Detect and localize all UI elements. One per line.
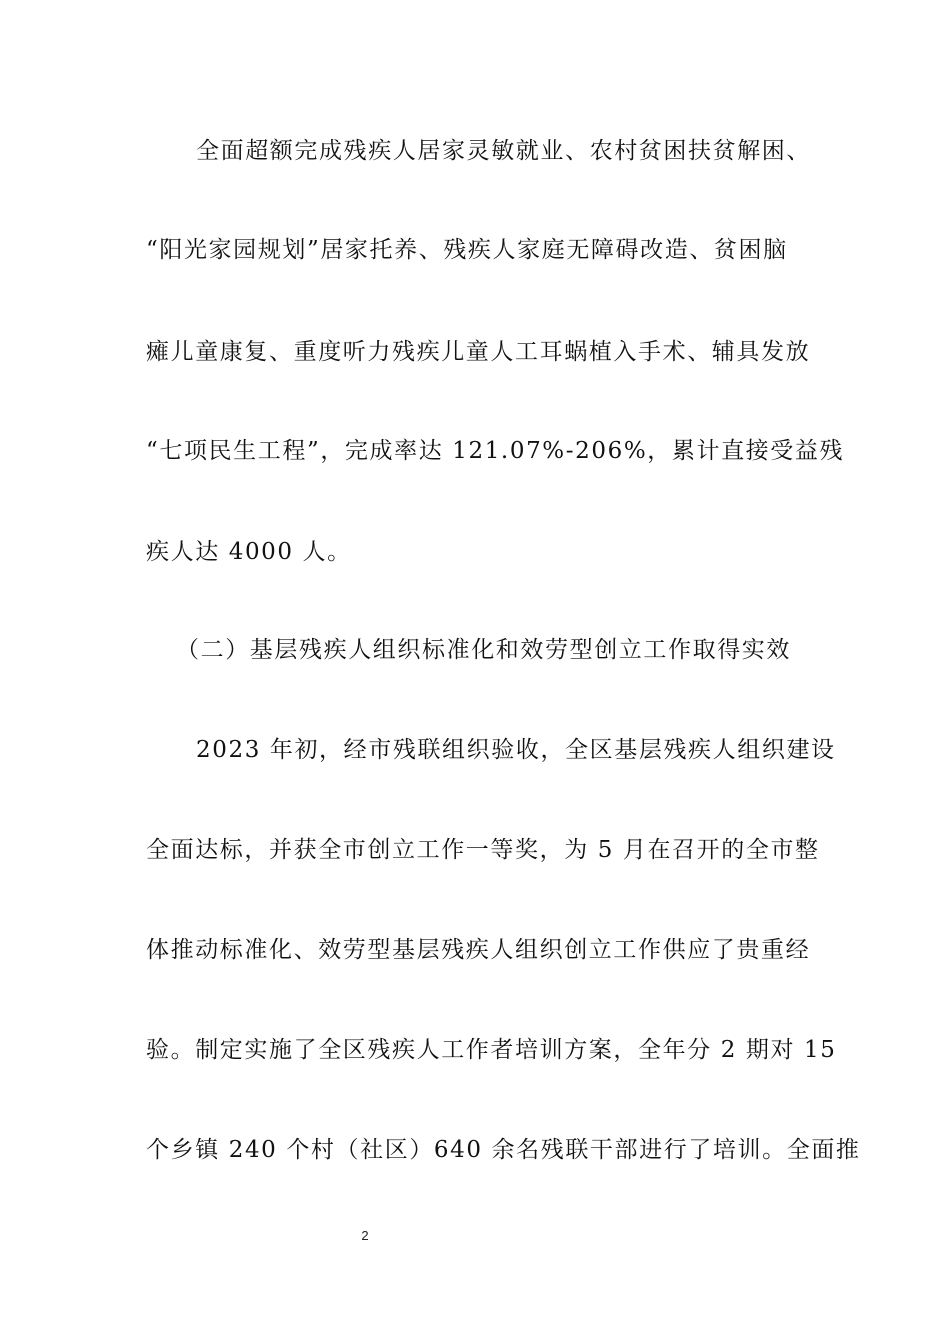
paragraph-2-line-3: 体推动标准化、效劳型基层残疾人组织创立工作供应了贵重经 xyxy=(146,937,811,963)
page-number: 2 xyxy=(361,1228,369,1243)
paragraph-1-line-1: 全面超额完成残疾人居家灵敏就业、农村贫困扶贫解困、 xyxy=(196,138,811,164)
paragraph-2-line-5: 个乡镇 240 个村（社区）640 余名残联干部进行了培训。全面推 xyxy=(146,1137,861,1163)
paragraph-1-line-2: “阳光家园规划”居家托养、残疾人家庭无障碍改造、贫困脑 xyxy=(146,237,788,263)
paragraph-1-line-5: 疾人达 4000 人。 xyxy=(146,539,352,565)
paragraph-1-line-3: 瘫儿童康复、重度听力残疾儿童人工耳蜗植入手术、辅具发放 xyxy=(146,339,811,365)
section-heading: （二）基层残疾人组织标准化和效劳型创立工作取得实效 xyxy=(176,637,791,663)
paragraph-1-line-4: “七项民生工程”，完成率达 121.07%-206%，累计直接受益残 xyxy=(146,438,845,464)
paragraph-2-line-2: 全面达标，并获全市创立工作一等奖，为 5 月在召开的全市整 xyxy=(146,837,820,863)
paragraph-2-line-4: 验。制定实施了全区残疾人工作者培训方案，全年分 2 期对 15 xyxy=(146,1037,837,1063)
paragraph-2-line-1: 2023 年初，经市残联组织验收，全区基层残疾人组织建设 xyxy=(196,737,836,763)
